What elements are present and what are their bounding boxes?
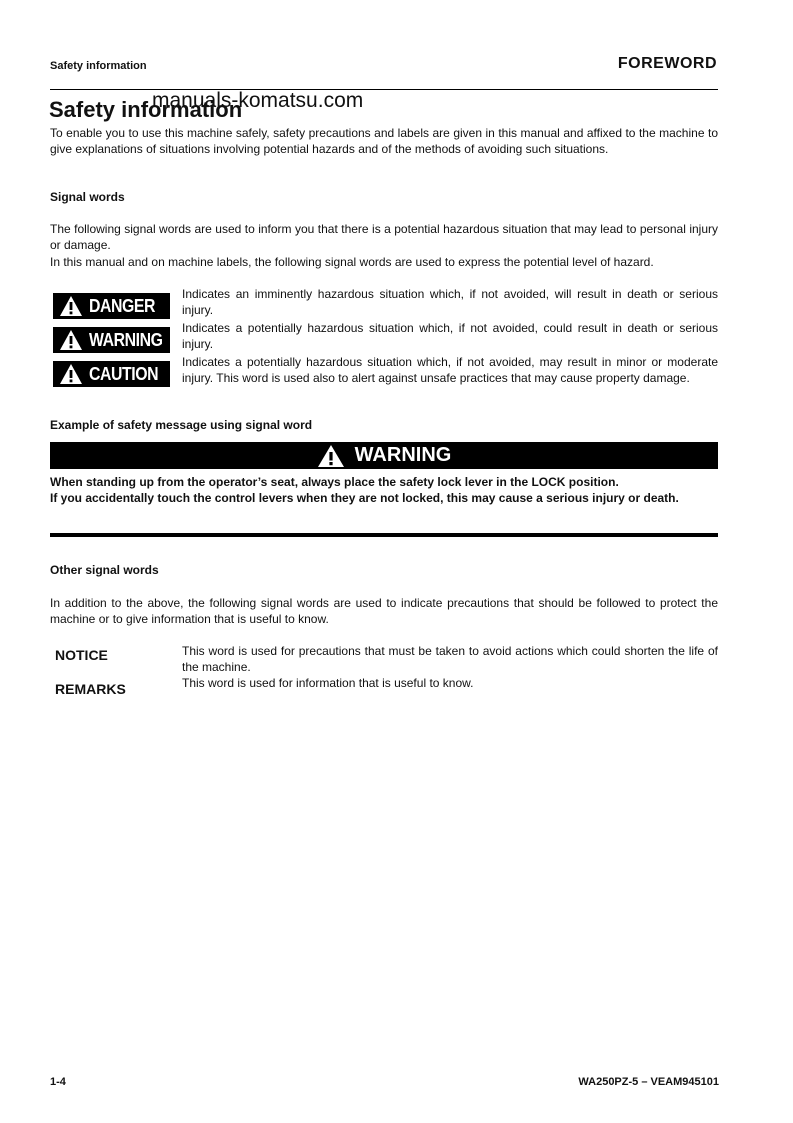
remarks-label: REMARKS	[55, 681, 126, 697]
signal-words-para2: In this manual and on machine labels, the following signal words are used to express the potential level of hazard.	[50, 255, 654, 269]
page-title: Safety information	[49, 97, 243, 122]
other-signal-words-para: In addition to the above, the following signal words are used to indicate precautions that should be followed to protect the machine or to give information that is useful to know.	[50, 596, 718, 627]
example-warning-banner-text: WARNING	[354, 444, 452, 466]
intro-paragraph: To enable you to use this machine safely, safety precautions and labels are given in this manual and affixed to the machine to give explanations of situations involving potential hazards and of the methods of avoiding such situations.	[50, 126, 718, 157]
danger-description: Indicates an imminently hazardous situation which, if not avoided, will result in death or serious injury.	[182, 287, 718, 318]
example-warning-banner	[50, 442, 718, 469]
warning-label	[53, 327, 170, 353]
warning-label-text: WARNING	[89, 329, 163, 350]
model-code: WA250PZ-5 – VEAM945101	[578, 1076, 719, 1088]
notice-label: NOTICE	[55, 647, 108, 663]
other-signal-words-heading: Other signal words	[50, 563, 159, 577]
example-message-line2: If you accidentally touch the control levers when they are not locked, this may cause a serious injury or death.	[50, 491, 679, 506]
warning-triangle-icon	[59, 295, 83, 317]
signal-words-para1: The following signal words are used to inform you that there is a potential hazardous situation that may lead to personal injury or damage.	[50, 222, 718, 253]
danger-label	[53, 293, 170, 319]
warning-triangle-icon	[59, 363, 83, 385]
example-heading: Example of safety message using signal word	[50, 418, 313, 432]
header-section: Safety information	[50, 60, 147, 72]
danger-label-text: DANGER	[89, 295, 156, 316]
example-end-rule	[50, 533, 718, 537]
caution-label-text: CAUTION	[89, 363, 159, 384]
notice-description: This word is used for precautions that must be taken to avoid actions which could shorten the life of the machine.	[182, 644, 718, 675]
warning-triangle-icon	[317, 444, 345, 468]
example-message-line1: When standing up from the operator’s seat, always place the safety lock lever in the LOCK position.	[50, 475, 619, 489]
caution-label	[53, 361, 170, 387]
signal-words-heading: Signal words	[50, 190, 125, 204]
example-message	[50, 474, 718, 507]
header-rule	[50, 89, 718, 90]
watermark: manuals-komatsu.com	[152, 89, 364, 112]
remarks-description: This word is used for information that is useful to know.	[182, 676, 474, 690]
page-number: 1-4	[50, 1076, 66, 1088]
caution-description: Indicates a potentially hazardous situation which, if not avoided, may result in minor or moderate injury. This word is used also to alert against unsafe practices that may cause property damage.	[182, 355, 718, 386]
warning-triangle-icon	[59, 329, 83, 351]
header-chapter: FOREWORD	[617, 55, 717, 72]
warning-description: Indicates a potentially hazardous situation which, if not avoided, could result in death or serious injury.	[182, 321, 718, 352]
